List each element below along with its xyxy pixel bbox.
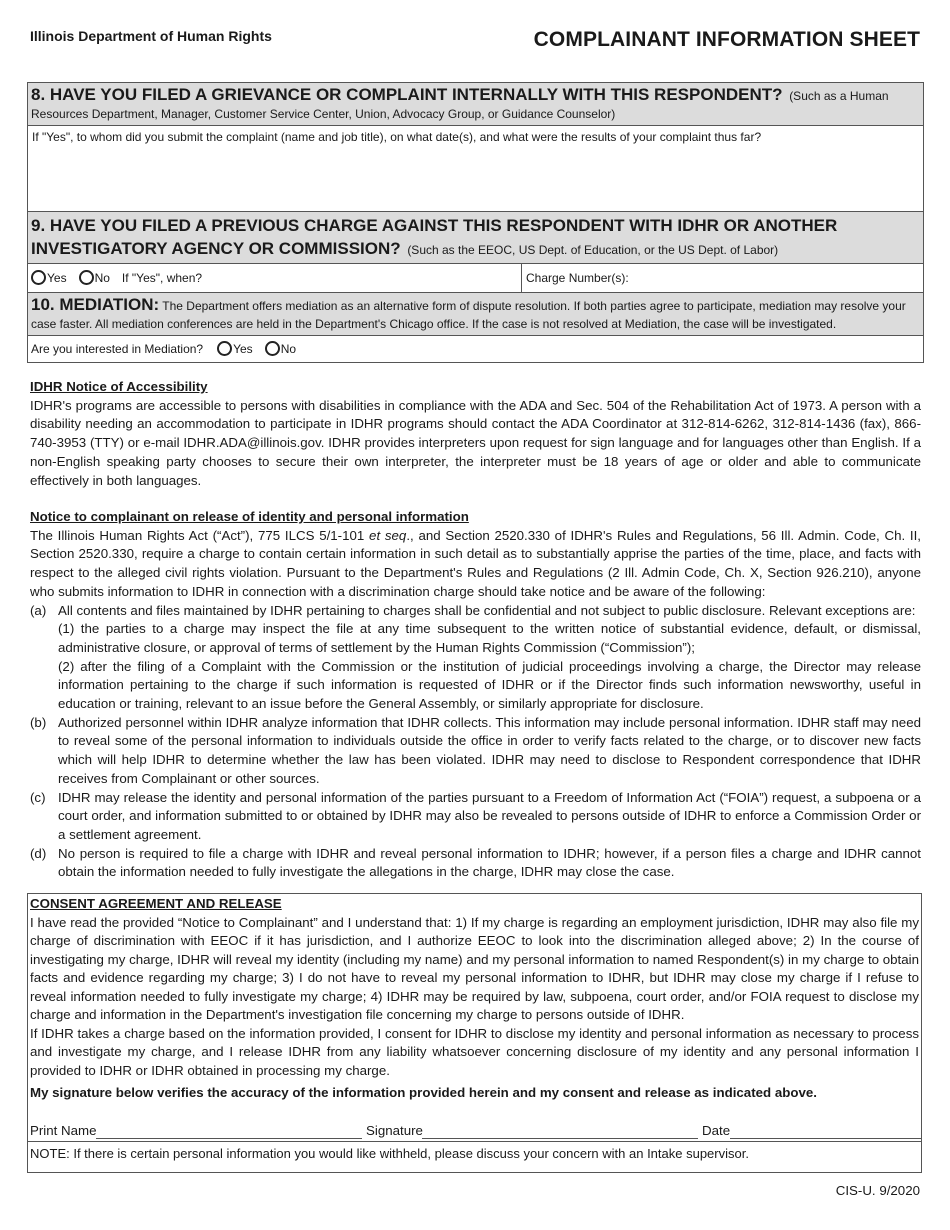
q9-note: (Such as the EEOC, US Dept. of Education, or the US Dept. of Labor) [407,243,779,257]
q10-question: Are you interested in Mediation? [31,342,204,356]
print-name-label: Print Name [30,1123,97,1138]
consent-para2: If IDHR takes a charge based on the information provided, I consent for IDHR to disclose my identity and personal information as necessary to process and investigate my charge, and I release IDHR from any liability whatsoever concerning disclosure of my identity and any personal information I provided to IDHR or IDHR obtained in processing my charge. [30,1025,919,1078]
q10-no-radio-icon[interactable] [265,341,280,356]
q8-note: (Such as a Human Resources Department, Manager, Customer Service Center, Union, Advocacy Group, or Guidance Counselor) [31,89,889,121]
consent-para1: I have read the provided “Notice to Complainant” and I understand that: 1) If my charge is regarding an employment jurisdiction, IDHR may also file my charge of discrimination with EEOC if it has jurisdiction, and I authorize EEOC to look into the discrimination alleged above; 2) In the course of investigating my charge, IDHR will reveal my identity (including my name) and my personal information to named Respondent(s) in my charge to obtain facts and evidence regarding my charge; 3) I do not have to reveal my personal information to IDHR, but IDHR may close my charge if I refuse to reveal information needed to fully investigate my charge; 4) IDHR may be required by law, subpoena, court order, and/or FOIA request to disclose my charge and information in the Department's investigation file concerning my charge to persons outside of IDHR. [30,914,919,1022]
q8-header [28,83,923,126]
list-item: (c) IDHR may release the identity and personal information of the parties pursuant to a Freedom of Information Act (“FOIA”) request, a subpoena or a court order, and information submitted to or obtained by IDHR may also be revealed to persons outside of IDHR to enforce a Commission Order or a settlement agreement. [30,789,921,842]
q10-answer-row [28,336,923,362]
q10-no-label: No [280,342,297,356]
list-item: (b) Authorized personnel within IDHR analyze information that IDHR collects. This information may include personal information. IDHR staff may need to reveal some of the personal information to individuals outside the office in order to verify facts related to the charge, or to discover new facts which will help IDHR to determine whether the law has been violated. IDHR may need to disclose to Respondent correspondence that IDHR receives from Complainant or other sources. [30,714,921,786]
date-label: Date [702,1123,731,1138]
list-item: (a) All contents and files maintained by IDHR pertaining to charges shall be confidential and not subject to public disclosure. Relevant exceptions are: (1) the parties to a charge may inspect the file at any time subsequent to the written notice of substantial evidence, default, or dismissal, administrative closure, or approval of terms of settlement by the Human Rights Commission (“Commission”); (2) after the filing of a Complaint with the Commission or the institution of judicial proceedings involving a charge, the Director may release information pertaining to the charge if such information is requested of IDHR or if the Director finds such information newsworthy, useful in education or training, relevant to an issue before the General Assembly, or similarly appropriate for disclosure. [30,602,921,712]
q9-no-option[interactable] [79,271,110,286]
q9-answer-row [28,264,923,293]
agency-name: Illinois Department of Human Rights [30,28,272,44]
q9-charge-number-field[interactable] [522,264,923,292]
q8-prompt: If "Yes", to whom did you submit the complaint (name and job title), on what date(s), and what were the results of your complaint thus far? [32,130,762,144]
q9-no-radio-icon[interactable] [79,270,94,285]
q10-text: The Department offers mediation as an alternative form of dispute resolution. If both parties agree to participate, mediation may resolve your case faster. All mediation conferences are held in the Department's Chicago office. If the case is not resolved at Mediation, the case will be investigated. [31,299,906,331]
accessibility-section [30,378,921,490]
date-field[interactable] [730,1138,921,1139]
q10-yes-radio-icon[interactable] [217,341,232,356]
q10-header [28,293,923,336]
notice-intro: The Illinois Human Rights Act (“Act”), 775 ILCS 5/1-101 et seq., and Section 2520.330 of IDHR's Rules and Regulations, 56 Ill. Admin. Code, Ch. II, Section 2520.330, require a charge to contain certain information in such detail as to substantially apprise the parties of the time, place, and facts with respect to the alleged civil rights violation. Pursuant to the Department's Rules and Regulations (2 Ill. Admin Code, Ch. X, Section 926.210), anyone who submits information to IDHR in connection with a discrimination charge should take notice and be aware of the following: [30,527,921,599]
consent-box [27,893,922,1173]
consent-verify: My signature below verifies the accuracy of the information provided herein and my consent and release as indicated above. [30,1085,817,1100]
q9-heading: 9. HAVE YOU FILED A PREVIOUS CHARGE AGAINST THIS RESPONDENT WITH IDHR OR ANOTHER INVESTIGATORY AGENCY OR COMMISSION? [31,216,838,258]
consent-heading: CONSENT AGREEMENT AND RELEASE [30,896,282,911]
notice-section [30,508,921,882]
q9-charge-label: Charge Number(s): [526,271,629,285]
signature-row [30,1120,919,1142]
q10-yes-option[interactable] [217,342,253,357]
q10-yes-label: Yes [233,342,253,356]
q9-yes-label: Yes [47,271,67,285]
notice-list [30,602,921,883]
intake-note: NOTE: If there is certain personal information you would like withheld, please discuss your concern with an Intake supervisor. [28,1141,921,1167]
q8-heading: 8. HAVE YOU FILED A GRIEVANCE OR COMPLAINT INTERNALLY WITH THIS RESPONDENT? [31,85,783,104]
page-title: COMPLAINANT INFORMATION SHEET [533,28,920,51]
q10-no-option[interactable] [265,342,296,357]
notice-heading: Notice to complainant on release of identity and personal information [30,509,469,524]
questions-form [27,82,924,363]
q8-answer-field[interactable] [28,126,923,212]
q9-yes-option[interactable] [31,271,67,286]
q9-when-field[interactable]: If "Yes", when? [121,271,203,285]
signature-field[interactable] [422,1138,698,1139]
signature-label: Signature [366,1123,423,1138]
accessibility-text: IDHR's programs are accessible to persons with disabilities in compliance with the ADA and Sec. 504 of the Rehabilitation Act of 1973. A person with a disability needing an accommodation to participate in IDHR programs should contact the ADA Coordinator at 312-814-6262, 312-814-1436 (fax), 866-740-3953 (TTY) or e-mail IDHR.ADA@illinois.gov. IDHR provides interpreters upon request for sign language and for languages other than English. If a non-English speaking party chooses to secure their own interpreter, the interpreter must be 18 years of age or older and able to communicate effectively in both languages. [30,397,921,488]
q9-header [28,212,923,264]
list-item: (d) No person is required to file a charge with IDHR and reveal personal information to IDHR; however, if a person files a charge and IDHR cannot obtain the information needed to fully investigate the allegations in the charge, IDHR may close the case. [30,845,921,880]
q9-no-label: No [94,271,110,285]
q9-yes-radio-icon[interactable] [31,270,46,285]
print-name-field[interactable] [96,1138,362,1139]
accessibility-heading: IDHR Notice of Accessibility [30,379,208,394]
form-code: CIS-U. 9/2020 [835,1183,920,1198]
q10-heading: 10. MEDIATION: [31,295,160,314]
